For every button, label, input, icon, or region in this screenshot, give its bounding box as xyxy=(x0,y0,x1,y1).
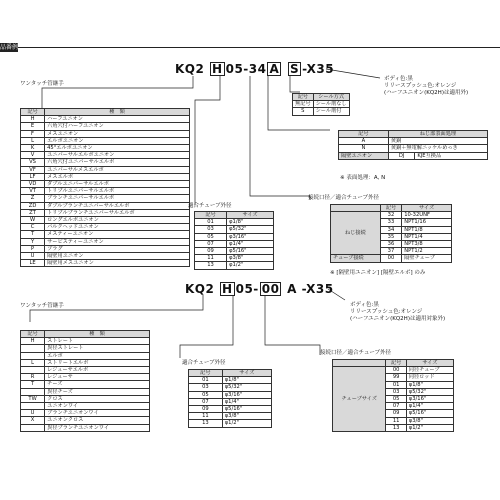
cell: 同径チューブ xyxy=(406,367,453,374)
cell: 六角穴付ユニバーサルエルボ xyxy=(45,159,190,166)
table-row xyxy=(331,255,452,262)
cell: 11 xyxy=(195,255,227,262)
table-row xyxy=(21,359,150,366)
col-header xyxy=(333,360,386,367)
cell: E xyxy=(21,123,45,130)
cell: 異径チーズ xyxy=(45,388,150,395)
thread-table xyxy=(330,204,452,263)
body-color-line: リリースプッシュ色:オレンジ xyxy=(350,309,423,315)
col-header: シール方式 xyxy=(313,94,349,101)
cell: Y xyxy=(21,238,45,245)
cell: U xyxy=(21,253,45,260)
table-row xyxy=(21,367,150,374)
cell: 隔壁用ユニオン xyxy=(45,253,190,260)
code-tube: 05 xyxy=(225,62,244,76)
upper-part-number xyxy=(175,62,334,76)
cell: 13 xyxy=(195,262,227,269)
cell: 隔壁用メスユニオン xyxy=(45,260,190,267)
cell: φ3/8" xyxy=(222,413,271,420)
table-row xyxy=(21,238,190,245)
table-row xyxy=(21,209,190,216)
cell: 09 xyxy=(189,406,223,413)
cell: 05 xyxy=(189,391,223,398)
col-header: サイズ xyxy=(406,360,453,367)
table-row xyxy=(21,166,190,173)
cell: ダブルブランチユニバーサルエルボ xyxy=(45,202,190,209)
table-row xyxy=(21,381,150,388)
tube-table-title: 適合チューブ外径 xyxy=(182,360,226,366)
body-color-note xyxy=(350,302,445,323)
tube2-table-title: 接続口径／適合チューブ外径 xyxy=(320,350,392,356)
cell: T xyxy=(21,231,45,238)
cell: φ1/2" xyxy=(222,420,271,427)
cell: φ5/16" xyxy=(222,406,271,413)
table-row xyxy=(331,212,452,219)
table-row xyxy=(293,108,350,115)
table-row xyxy=(21,395,150,402)
cell: φ5/32" xyxy=(222,384,271,391)
cell: φ1/4" xyxy=(222,398,271,405)
cell: メスティーユニオン xyxy=(45,231,190,238)
cell: レジューサエルボ xyxy=(45,367,150,374)
table-row xyxy=(21,195,190,202)
cell: W xyxy=(21,217,45,224)
cell: S xyxy=(293,108,314,115)
table-row xyxy=(21,217,190,224)
table-row xyxy=(333,367,454,374)
table-row xyxy=(189,384,272,391)
cell: VT xyxy=(21,188,45,195)
col-header: 記号 xyxy=(21,331,45,338)
body-color-line: リリースプッシュ色:オレンジ xyxy=(384,83,457,89)
cell: ブランチユニオンワイ xyxy=(45,410,150,417)
cell: φ3/8" xyxy=(406,417,453,424)
col-header: 記号 xyxy=(189,370,223,377)
thread-table-title: 接続口径／適合チューブ外径 xyxy=(308,195,380,201)
cell xyxy=(21,424,45,431)
cell: 37 xyxy=(380,248,401,255)
body-color-line: (ハーフユニオン(KQ2H)は適用外) xyxy=(384,90,469,96)
cell: LE xyxy=(21,260,45,267)
cell: T xyxy=(21,381,45,388)
cell: エルボ xyxy=(45,352,150,359)
table-row xyxy=(21,181,190,188)
cell: メスユニオン xyxy=(45,130,190,137)
cell: φ1/8" xyxy=(406,381,453,388)
code-series: KQ2 xyxy=(185,282,215,296)
cell: φ5/32" xyxy=(406,388,453,395)
cell: 13 xyxy=(189,420,223,427)
cell: φ1/2" xyxy=(227,262,274,269)
col-header: 記号 xyxy=(380,205,401,212)
cell: ブランチユニバーサルエルボ xyxy=(45,195,190,202)
type-table xyxy=(20,330,150,432)
cell: L xyxy=(21,359,45,366)
cell: φ1/8" xyxy=(222,377,271,384)
table-row xyxy=(21,417,150,424)
cell: NPT3/8 xyxy=(402,241,452,248)
cell: 07 xyxy=(195,240,227,247)
cell: 03 xyxy=(189,384,223,391)
table-row xyxy=(189,398,272,405)
cell: H xyxy=(21,338,45,345)
cell: 00 xyxy=(386,367,406,374)
cell: ユニバーサルメスエルボ xyxy=(45,166,190,173)
table-row xyxy=(21,352,150,359)
cell: ユニバーサルエルボユニオン xyxy=(45,152,190,159)
cell: シール剤なし xyxy=(313,101,349,108)
onetouch-label: ワンタッチ管継手 xyxy=(20,81,64,87)
cell: VF xyxy=(21,166,45,173)
cell: 六角穴付ハーフユニオン xyxy=(45,123,190,130)
cell: 34 xyxy=(380,226,401,233)
cell: V xyxy=(21,152,45,159)
cell: 10-32UNF xyxy=(402,212,452,219)
table-row xyxy=(21,173,190,180)
cell: P xyxy=(21,245,45,252)
cell: ハーフユニオン xyxy=(45,116,190,123)
table-row xyxy=(21,410,150,417)
code-suffix: -X35 xyxy=(301,282,334,296)
table-row xyxy=(189,391,272,398)
body-color-line: (ハーフユニオン(KQ2H)は適用対象外) xyxy=(350,316,446,322)
cell: 01 xyxy=(195,219,227,226)
table-row xyxy=(21,224,190,231)
cell: 11 xyxy=(386,417,406,424)
cell: NPT1/2 xyxy=(402,248,452,255)
group-label: チューブサイズ xyxy=(333,367,386,432)
code-thread: 34 xyxy=(248,62,267,76)
table-row xyxy=(21,188,190,195)
cell: 09 xyxy=(386,410,406,417)
cell: X xyxy=(21,417,45,424)
cell: 09 xyxy=(195,248,227,255)
table-row xyxy=(21,253,190,260)
cell: Z xyxy=(21,195,45,202)
table-row xyxy=(339,138,488,145)
table-row xyxy=(21,130,190,137)
code-series: KQ2 xyxy=(175,62,205,76)
onetouch-label: ワンタッチ管継手 xyxy=(20,303,64,309)
cell xyxy=(21,367,45,374)
table-row xyxy=(21,152,190,159)
col-header: ねじ部表面処理 xyxy=(388,131,487,138)
cell: 00 xyxy=(380,255,401,262)
table-row xyxy=(195,233,274,240)
cell: 07 xyxy=(386,403,406,410)
cell: ZD xyxy=(21,202,45,209)
cell: U xyxy=(21,410,45,417)
cell: クロス xyxy=(45,395,150,402)
col-header: サイズ xyxy=(227,212,274,219)
cell: φ1/4" xyxy=(227,240,274,247)
body-color-note xyxy=(384,76,468,97)
table-row xyxy=(21,159,190,166)
table-row xyxy=(339,152,488,159)
cell: N xyxy=(339,145,389,152)
cell: チーズ xyxy=(45,381,150,388)
table-row xyxy=(21,137,190,144)
code-surface: A xyxy=(269,62,280,76)
cell: 07 xyxy=(189,398,223,405)
cell: 黄銅＋無電解ニッケルめっき xyxy=(388,145,487,152)
type-table xyxy=(20,108,190,267)
cell: φ1/8" xyxy=(227,219,274,226)
cell: 無記号 xyxy=(293,101,314,108)
cell: 01 xyxy=(189,377,223,384)
table-row xyxy=(195,262,274,269)
table-row xyxy=(21,123,190,130)
table-row xyxy=(21,345,150,352)
cell: TW xyxy=(21,395,45,402)
cell: トリプルブランチユニバーサルエルボ xyxy=(45,209,190,216)
table-row xyxy=(195,240,274,247)
code-type: H xyxy=(222,282,233,296)
cell: プラグ xyxy=(45,245,190,252)
code-dash: - xyxy=(243,62,249,76)
table-row xyxy=(195,255,274,262)
table-row xyxy=(189,377,272,384)
col-header: 記号 xyxy=(386,360,406,367)
body-color-line: ボディ色:黒 xyxy=(384,76,413,82)
table-row xyxy=(21,116,190,123)
section-tab: 品番例 xyxy=(0,44,19,51)
col-header: サイズ xyxy=(222,370,271,377)
cell: 13 xyxy=(386,424,406,431)
cell: φ5/16" xyxy=(406,410,453,417)
table-row xyxy=(21,231,190,238)
cell: 同径ロッド xyxy=(406,374,453,381)
cell: NPT1/4 xyxy=(402,233,452,240)
cell: 隔壁ユニオン xyxy=(339,152,389,159)
cell: C xyxy=(21,224,45,231)
table-row xyxy=(339,145,488,152)
code-suffix: -X35 xyxy=(302,62,335,76)
code-surface: A xyxy=(287,282,297,296)
cell: チューブ接続 xyxy=(331,255,381,262)
table-row xyxy=(195,219,274,226)
cell: エルボユニオン xyxy=(45,137,190,144)
cell: φ3/8" xyxy=(227,255,274,262)
cell: φ1/2" xyxy=(406,424,453,431)
col-header: 種 類 xyxy=(45,331,150,338)
cell: φ5/16" xyxy=(227,248,274,255)
tube2-table xyxy=(332,359,454,432)
table-row xyxy=(21,145,190,152)
cell: 32 xyxy=(380,212,401,219)
cell: 05 xyxy=(386,396,406,403)
cell: 99 xyxy=(386,374,406,381)
cell: φ3/16" xyxy=(222,391,271,398)
cell: VD xyxy=(21,181,45,188)
body-color-line: ボディ色:黒 xyxy=(350,302,379,308)
cell: ユニオンワイ xyxy=(45,403,150,410)
cell: NPT1/16 xyxy=(402,219,452,226)
cell: 03 xyxy=(195,226,227,233)
code-type: H xyxy=(212,62,223,76)
cell: メスエルボ xyxy=(45,173,190,180)
cell: トリプルユニバーサルエルボ xyxy=(45,188,190,195)
cell: φ3/16" xyxy=(227,233,274,240)
col-header: 記号 xyxy=(195,212,227,219)
cell xyxy=(21,352,45,359)
cell: A xyxy=(339,138,389,145)
cell: ユニオンクロス xyxy=(45,417,150,424)
table-row xyxy=(21,260,190,267)
cell: 36 xyxy=(380,241,401,248)
cell: ダブルユニバーサルエルボ xyxy=(45,181,190,188)
cell xyxy=(21,403,45,410)
col-header xyxy=(331,205,381,212)
cell: F xyxy=(21,130,45,137)
col-header: 記号 xyxy=(293,94,314,101)
table-row xyxy=(189,420,272,427)
cell: シール剤付 xyxy=(313,108,349,115)
group-label: ねじ接続 xyxy=(331,212,381,255)
cell: R xyxy=(21,374,45,381)
tube-table xyxy=(188,369,272,428)
lower-part-number xyxy=(185,282,334,296)
table-row xyxy=(21,202,190,209)
col-header: サイズ xyxy=(402,205,452,212)
table-row xyxy=(21,374,150,381)
cell: φ5/32" xyxy=(227,226,274,233)
cell: L xyxy=(21,137,45,144)
cell: レジューサ xyxy=(45,374,150,381)
cell: 黄銅 xyxy=(388,138,487,145)
cell xyxy=(21,345,45,352)
seal-table xyxy=(292,93,350,116)
code-tube: 05 xyxy=(235,282,254,296)
table-row xyxy=(21,424,150,431)
cell: VS xyxy=(21,159,45,166)
cell: ZT xyxy=(21,209,45,216)
table-row xyxy=(189,413,272,420)
cell: ロングエルボユニオン xyxy=(45,217,190,224)
cell: φ3/16" xyxy=(406,396,453,403)
cell: NPT1/8 xyxy=(402,226,452,233)
col-header: 記号 xyxy=(339,131,389,138)
code-tube2: 00 xyxy=(261,282,280,296)
table-row xyxy=(189,406,272,413)
cell: サービスティーユニオン xyxy=(45,238,190,245)
col-header: 種 類 xyxy=(45,109,190,116)
cell: バルクヘッドユニオン xyxy=(45,224,190,231)
table-row xyxy=(293,101,350,108)
tube-table-title: 適合チューブ外径 xyxy=(188,203,232,209)
cell: 11 xyxy=(189,413,223,420)
surface-table xyxy=(338,130,488,160)
cell: KJE互換品 xyxy=(415,152,488,159)
cell: 05 xyxy=(195,233,227,240)
cell: 03 xyxy=(386,388,406,395)
table-row xyxy=(21,245,190,252)
cell: φ1/4" xyxy=(406,403,453,410)
tube-table xyxy=(194,211,274,270)
cell: ストレート xyxy=(45,338,150,345)
code-dash: - xyxy=(253,282,259,296)
code-seal: S xyxy=(289,62,300,76)
table-row xyxy=(195,248,274,255)
cell: 33 xyxy=(380,219,401,226)
cell: 隔壁チューブ xyxy=(402,255,452,262)
table-row xyxy=(21,338,150,345)
thread-note: ※ [隔壁用ユニオン] [隔壁エルボ] のみ xyxy=(330,270,426,276)
cell xyxy=(21,388,45,395)
table-row xyxy=(21,403,150,410)
cell: 35 xyxy=(380,233,401,240)
surface-note: ※ 表面処理：A, N xyxy=(340,175,386,181)
col-header: 記号 xyxy=(21,109,45,116)
cell: 異径ブランチユニオンワイ xyxy=(45,424,150,431)
cell: LF xyxy=(21,173,45,180)
cell: H xyxy=(21,116,45,123)
cell: DJ xyxy=(388,152,415,159)
cell: K xyxy=(21,145,45,152)
cell: 45°エルボユニオン xyxy=(45,145,190,152)
cell: 01 xyxy=(386,381,406,388)
table-row xyxy=(195,226,274,233)
cell: ストリートエルボ xyxy=(45,359,150,366)
cell: 異径ストレート xyxy=(45,345,150,352)
table-row xyxy=(21,388,150,395)
